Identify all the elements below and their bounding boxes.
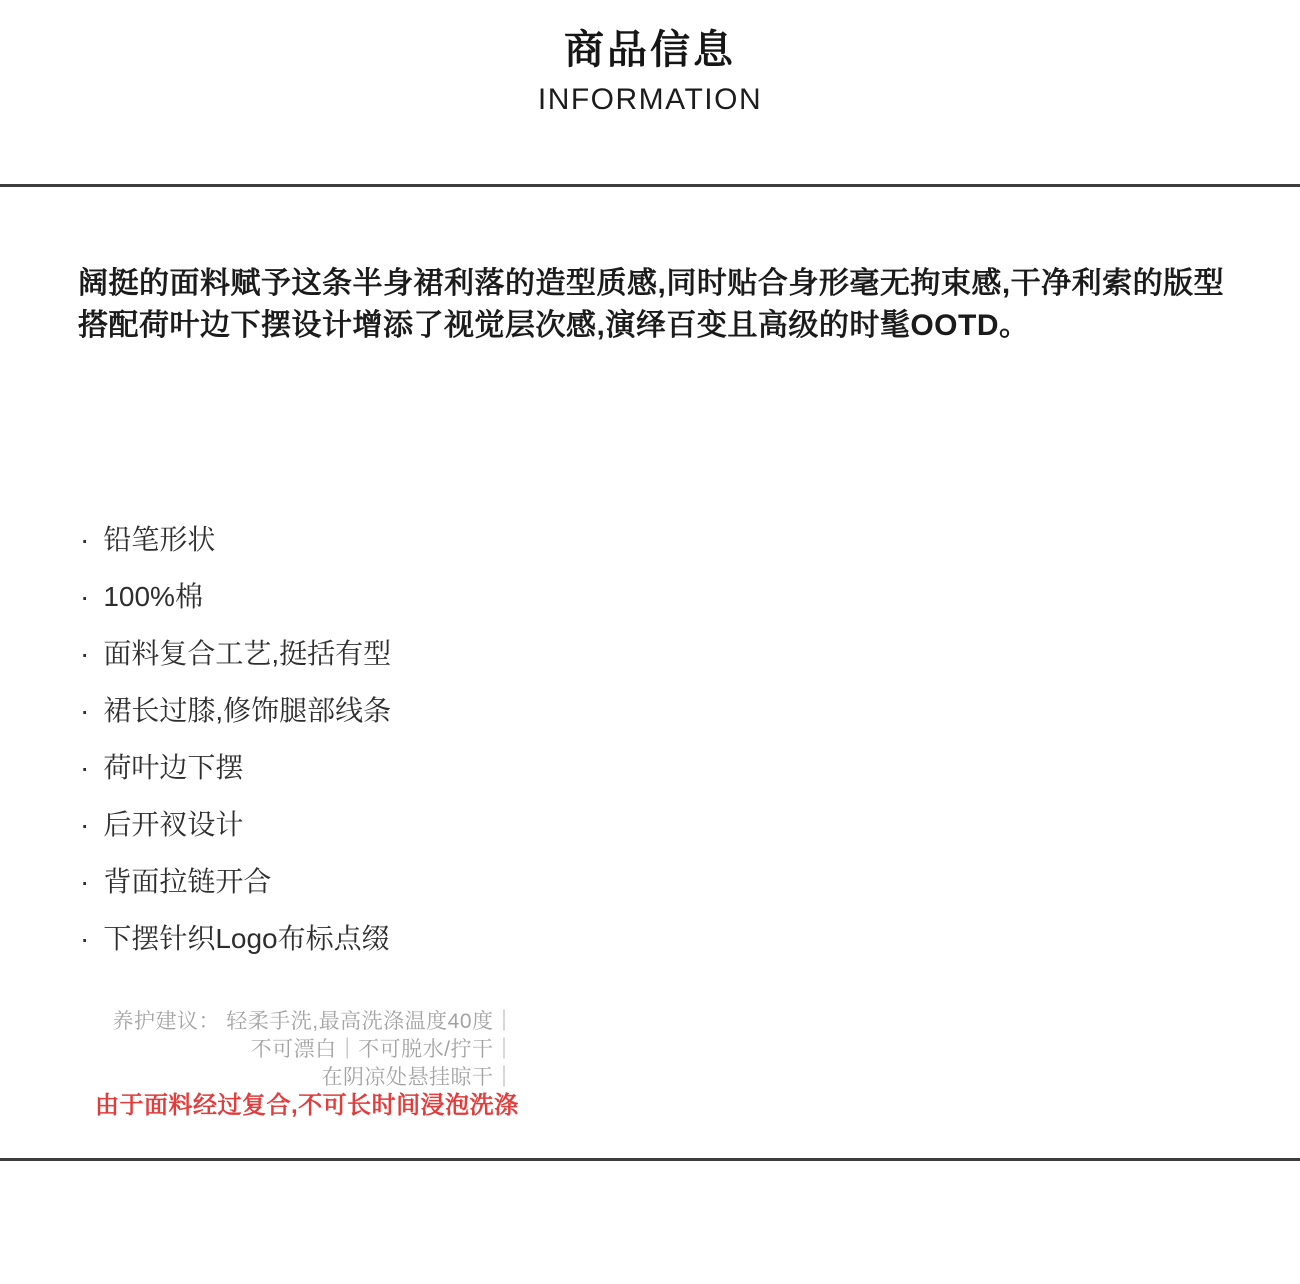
feature-label: 面料复合工艺,挺括有型 xyxy=(103,638,392,669)
bullet-icon: · xyxy=(80,524,90,555)
care-line: 不可漂白｜不可脱水/拧干｜ xyxy=(250,1038,515,1061)
description-line: 搭配荷叶边下摆设计增添了视觉层次感,演绎百变且高级的时髦OOTD。 xyxy=(78,309,1030,342)
top-divider xyxy=(0,184,1300,187)
bullet-icon: · xyxy=(80,695,90,726)
feature-item xyxy=(80,639,1300,669)
section-header xyxy=(0,0,1300,118)
feature-item xyxy=(80,753,1300,783)
feature-label: 裙长过膝,修饰腿部线条 xyxy=(103,695,392,726)
feature-item xyxy=(80,924,1300,954)
bullet-icon: · xyxy=(80,638,90,669)
bottom-whitespace xyxy=(0,1161,1300,1281)
bullet-icon: · xyxy=(80,752,90,783)
care-instructions xyxy=(95,1008,519,1120)
care-warning: 由于面料经过复合,不可长时间浸泡洗涤 xyxy=(95,1092,519,1119)
feature-item xyxy=(80,525,1300,555)
feature-label: 铅笔形状 xyxy=(103,524,216,555)
page-subtitle: INFORMATION xyxy=(537,83,763,116)
feature-label: 背面拉链开合 xyxy=(103,866,272,897)
bullet-icon: · xyxy=(80,866,90,897)
page-title: 商品信息 xyxy=(564,28,736,72)
care-line: 养护建议： 轻柔手洗,最高洗涤温度40度｜ xyxy=(112,1010,515,1033)
feature-list xyxy=(80,525,1300,954)
feature-item xyxy=(80,582,1300,612)
care-line: 在阴凉处悬挂晾干｜ xyxy=(321,1066,515,1089)
product-description xyxy=(78,263,1260,347)
feature-label: 后开衩设计 xyxy=(103,809,244,840)
feature-item xyxy=(80,867,1300,897)
feature-label: 下摆针织Logo布标点缀 xyxy=(103,923,390,954)
bullet-icon: · xyxy=(80,581,90,612)
feature-label: 100%棉 xyxy=(103,581,203,612)
feature-item xyxy=(80,810,1300,840)
feature-item xyxy=(80,696,1300,726)
bullet-icon: · xyxy=(80,923,90,954)
description-line: 阔挺的面料赋予这条半身裙利落的造型质感,同时贴合身形毫无拘束感,干净利索的版型 xyxy=(78,267,1225,300)
feature-label: 荷叶边下摆 xyxy=(103,752,244,783)
bullet-icon: · xyxy=(80,809,90,840)
